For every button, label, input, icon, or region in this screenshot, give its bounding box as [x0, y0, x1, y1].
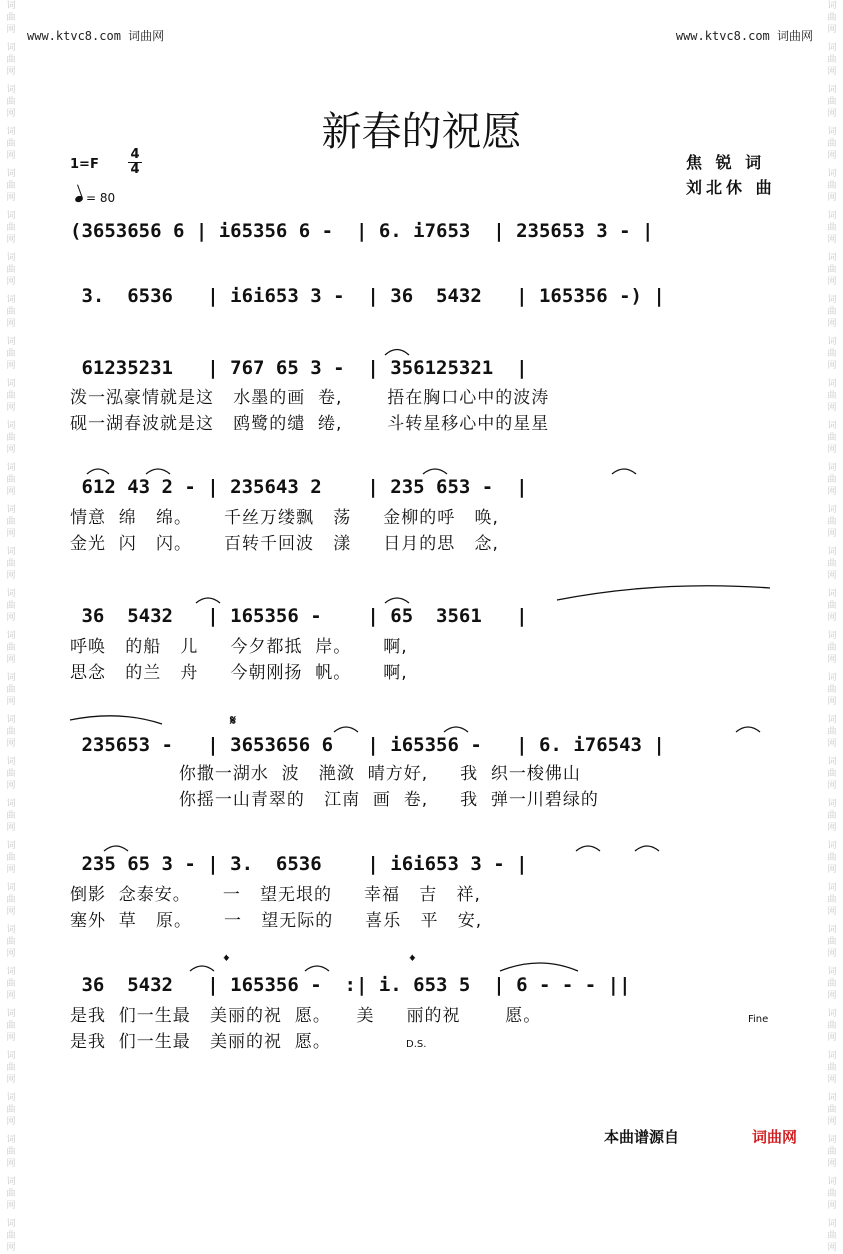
slur-mark: [635, 846, 659, 851]
lyric-line-verse1: 你撒一湖水 波 滟潋 晴方好, 我 织一梭佛山: [70, 764, 581, 784]
watermark-text: 词 曲 网: [6, 841, 16, 875]
coda-icon: 𝄌: [224, 953, 229, 969]
watermark-text: 词 曲 网: [827, 253, 837, 287]
source-label: 本曲谱源自: [604, 1128, 680, 1146]
watermark-text: 词 曲 网: [827, 295, 837, 329]
slur-mark: [190, 966, 214, 971]
coda-icon-2: 𝄌: [410, 953, 415, 969]
watermark-text: 词 曲 网: [827, 547, 837, 581]
watermark-text: 词 曲 网: [6, 1177, 16, 1211]
long-slur-mark: [70, 716, 162, 724]
watermark-text: 词 曲 网: [827, 715, 837, 749]
notation-line: 36 5432 | 165356 - :| i. 653 5 | 6 - - - ||: [70, 974, 631, 996]
lyricist-credit: 焦 锐 词: [686, 153, 766, 172]
watermark-text: 词 曲 网: [6, 631, 16, 665]
lyric-line-verse1: 倒影 念泰安。 一 望无垠的 幸福 吉 祥,: [70, 885, 481, 905]
segno-icon: 𝄋: [230, 713, 237, 729]
watermark-text: 词 曲 网: [827, 1219, 837, 1253]
slur-mark: [334, 727, 358, 732]
notation-line: 61235231 | 767 65 3 - | 356125321 |: [70, 357, 528, 379]
notation-line: (3653656 6 | i65356 6 - | 6. i7653 | 235653 3 - |: [70, 220, 654, 242]
watermark-text: 词 曲 网: [827, 1093, 837, 1127]
watermark-text: 词 曲 网: [827, 589, 837, 623]
watermark-text: 词 曲 网: [6, 1, 16, 35]
watermark-text: 词 曲 网: [827, 1177, 837, 1211]
watermark-text: 词 曲 网: [6, 127, 16, 161]
watermark-text: 词 曲 网: [6, 925, 16, 959]
composer-credit: 刘北休 曲: [686, 178, 776, 197]
slur-mark: [576, 846, 600, 851]
watermark-text: 词 曲 网: [827, 463, 837, 497]
fine-mark: Fine: [748, 1014, 769, 1025]
lyric-line-verse1: 情意 绵 绵。 千丝万缕飘 荡 金柳的呼 唤,: [70, 508, 499, 528]
watermark-text: 词 曲 网: [6, 673, 16, 707]
lyric-line-verse2: 你摇一山青翠的 江南 画 卷, 我 弹一川碧绿的: [70, 790, 599, 810]
watermark-text: 词 曲 网: [6, 295, 16, 329]
key-signature: 1=F: [70, 157, 99, 172]
song-title: 新春的祝愿: [321, 109, 522, 155]
watermark-text: 词 曲 网: [6, 1219, 16, 1253]
watermark-text: 词 曲 网: [827, 211, 837, 245]
notation-line: 36 5432 | 165356 - | 65 3561 |: [70, 605, 528, 627]
slur-mark: [385, 598, 409, 603]
watermark-text: 词 曲 网: [6, 757, 16, 791]
watermark-text: 词 曲 网: [827, 631, 837, 665]
slur-mark: [104, 846, 128, 851]
ds-mark: D.S.: [406, 1039, 427, 1050]
site-url-left[interactable]: www.ktvc8.com 词曲网: [27, 29, 165, 43]
lyric-line-verse1: 是我 们一生最 美丽的祝 愿。 美 丽的祝 愿。: [70, 1006, 542, 1026]
slur-mark: [423, 469, 447, 474]
source-site-link[interactable]: 词曲网: [752, 1128, 798, 1146]
watermark-text: 词 曲 网: [6, 1135, 16, 1169]
slur-mark: [146, 469, 170, 474]
site-url-right[interactable]: www.ktvc8.com 词曲网: [675, 29, 813, 43]
meter-top: 4: [130, 147, 140, 162]
slur-mark: [444, 727, 468, 732]
notation-line: 235 65 3 - | 3. 6536 | i6i653 3 - |: [70, 853, 528, 875]
watermark-text: 词 曲 网: [827, 85, 837, 119]
watermark-text: 词 曲 网: [6, 169, 16, 203]
slur-mark: [500, 963, 578, 971]
watermark-text: 词 曲 网: [827, 1135, 837, 1169]
lyric-line-verse1: 呼唤 的船 儿 今夕都抵 岸。 啊,: [70, 637, 408, 657]
tempo-value: = 80: [86, 191, 116, 205]
watermark-text: 词 曲 网: [6, 547, 16, 581]
watermark-text: 词 曲 网: [6, 799, 16, 833]
watermark-text: 词 曲 网: [6, 505, 16, 539]
watermark-text: 词 曲 网: [6, 463, 16, 497]
watermark-text: 词 曲 网: [6, 421, 16, 455]
watermark-text: 词 曲 网: [827, 337, 837, 371]
notation-line: 235653 - | 3653656 6 | i65356 - | 6. i76543 |: [70, 734, 665, 756]
watermark-text: 词 曲 网: [827, 1, 837, 35]
slur-mark: [87, 469, 109, 474]
watermark-text: 词 曲 网: [6, 589, 16, 623]
slur-mark: [305, 966, 329, 971]
watermark-text: 词 曲 网: [6, 85, 16, 119]
slur-mark: [612, 469, 636, 474]
lyric-line-verse2: 是我 们一生最 美丽的祝 愿。: [70, 1032, 331, 1052]
watermark-text: 词 曲 网: [827, 505, 837, 539]
watermark-text: 词 曲 网: [827, 841, 837, 875]
notation-line: 3. 6536 | i6i653 3 - | 36 5432 | 165356 -) |: [70, 285, 665, 307]
watermark-text: 词 曲 网: [827, 379, 837, 413]
watermark-text: 词 曲 网: [6, 253, 16, 287]
lyric-line-verse2: 砚一湖春波就是这 鸥鹭的缱 绻, 斗转星移心中的星星: [70, 414, 550, 434]
meter-bottom: 4: [130, 162, 140, 177]
watermark-text: 词 曲 网: [6, 715, 16, 749]
notation-line: 612 43 2 - | 235643 2 | 235 653 - |: [70, 476, 528, 498]
watermark-text: 词 曲 网: [827, 43, 837, 77]
watermark-text: 词 曲 网: [6, 379, 16, 413]
lyric-line-verse2: 塞外 草 原。 一 望无际的 喜乐 平 安,: [70, 911, 483, 931]
watermark-text: 词 曲 网: [827, 421, 837, 455]
lyric-line-verse1: 泼一泓豪情就是这 水墨的画 卷, 捂在胸口心中的波涛: [70, 388, 550, 408]
lyric-line-verse2: 金光 闪 闪。 百转千回波 漾 日月的思 念,: [70, 534, 499, 554]
long-slur-mark: [557, 586, 770, 600]
lyric-line-verse2: 思念 的兰 舟 今朝刚扬 帆。 啊,: [70, 663, 408, 683]
watermark-text: 词 曲 网: [6, 967, 16, 1001]
watermark-text: 词 曲 网: [6, 211, 16, 245]
watermark-text: 词 曲 网: [6, 43, 16, 77]
watermark-text: 词 曲 网: [6, 883, 16, 917]
watermark-text: 词 曲 网: [827, 967, 837, 1001]
slur-mark: [196, 598, 220, 603]
watermark-text: 词 曲 网: [827, 757, 837, 791]
watermark-text: 词 曲 网: [827, 799, 837, 833]
slur-mark: [736, 727, 760, 732]
watermark-text: 词 曲 网: [827, 1051, 837, 1085]
watermark-text: 词 曲 网: [6, 1051, 16, 1085]
watermark-text: 词 曲 网: [827, 925, 837, 959]
watermark-text: 词 曲 网: [827, 883, 837, 917]
watermark-text: 词 曲 网: [827, 1009, 837, 1043]
watermark-text: 词 曲 网: [827, 673, 837, 707]
watermark-text: 词 曲 网: [827, 169, 837, 203]
watermark-text: 词 曲 网: [6, 337, 16, 371]
watermark-text: 词 曲 网: [6, 1009, 16, 1043]
slur-mark: [385, 350, 409, 356]
watermark-text: 词 曲 网: [827, 127, 837, 161]
watermark-text: 词 曲 网: [6, 1093, 16, 1127]
